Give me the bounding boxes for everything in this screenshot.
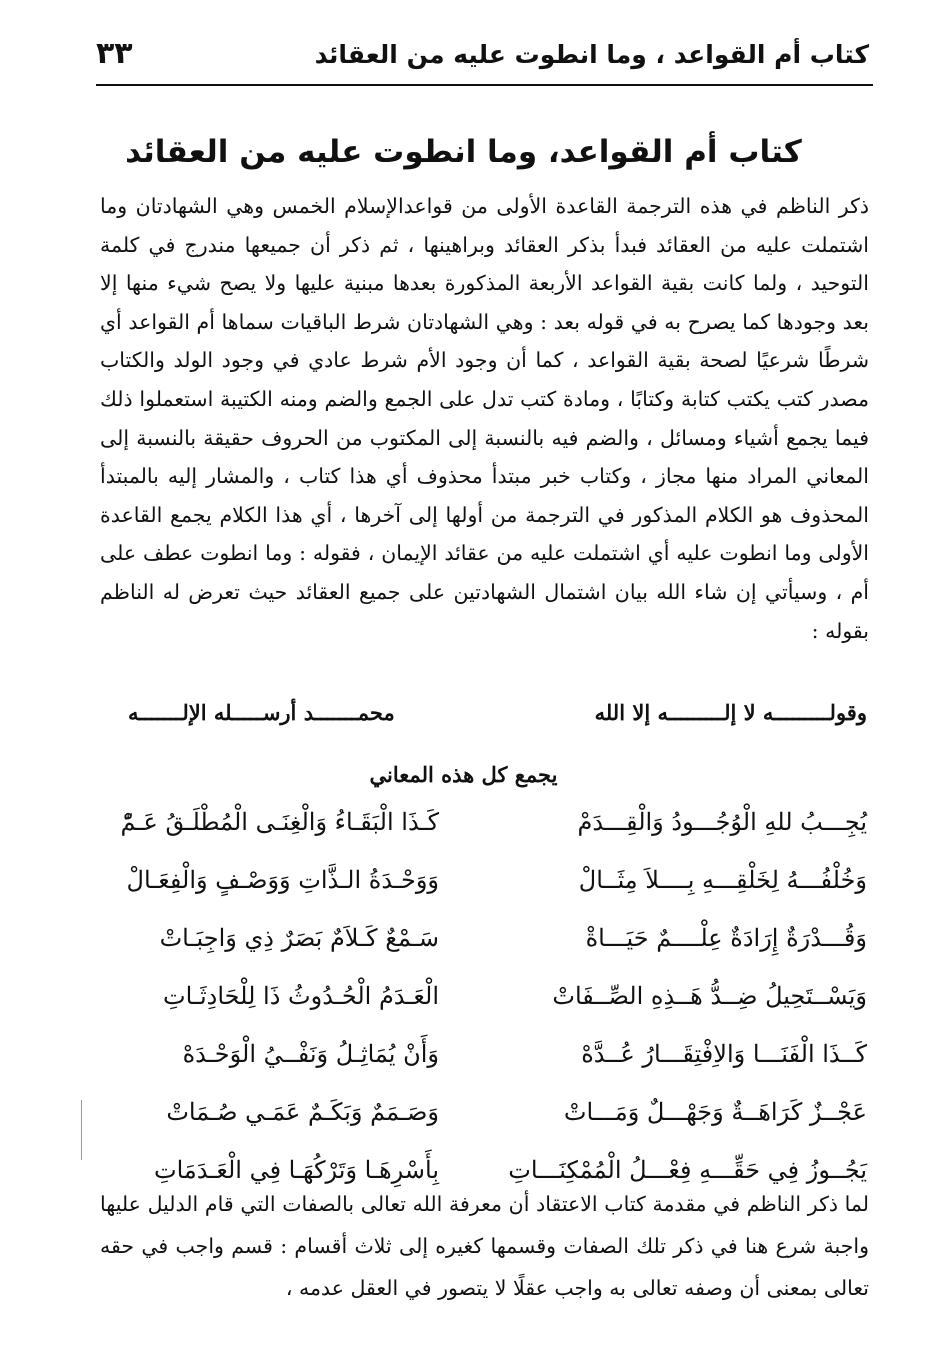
- verse-first-hemistich: كَــذَا الْفَنَـــا وَالاِفْتِقَـــارُ عُــدَّهْ: [581, 1040, 867, 1068]
- poem-verse: [120, 1032, 867, 1090]
- verse-first-hemistich: وَقُـــدْرَةٌ إِرَادَةٌ عِلْــــمٌ حَيَـــاةْ: [585, 924, 867, 952]
- commentary-paragraph: ذكر الناظم في هذه الترجمة القاعدة الأولى من قواعدالإسلام الخمس وهي الشهادتان وما اشتملت عليه من العقائد فبدأ بذكر العقائد وبراهينها ، ثم ذكر أن جميعها مندرج في كلمة التوحيد ، ولما كانت بقية القواعد الأربعة المذكورة بعدها مبنية عليها ولا يصح شيء منها إلا بعد وجودها كما يصرح به في قوله بعد : وهي الشهادتان شرط الباقيات سماها أم القواعد أي شرطًا شرعيًا لصحة بقية القواعد ، كما أن وجود الأم شرط عادي في وجود الولد والكتاب مصدر كتب يكتب كتابة وكتابًا ، ومادة كتب تدل على الجمع والضم ومنه الكتيبة استعملوا ذلك فيما يجمع أشياء ومسائل ، والضم فيه بالنسبة إلى المكتوب من الحروف حقيقة بالنسبة إلى المعاني المراد منها مجاز ، وكتاب خبر مبتدأ محذوف أي هذا كتاب ، والمشار إليه بالمبتدأ المحذوف هو الكلام المذكور في الترجمة من أولها إلى آخرها ، أي هذا الكلام يجمع القاعدة الأولى وما انطوت عليه أي اشتملت عليه من عقائد الإيمان ، فقوله : وما انطوت عطف على أم ، وسيأتي إن شاء الله بيان اشتمال الشهادتين على جميع العقائد حيث تعرض له الناظم بقوله :: [100, 194, 869, 643]
- running-header: [96, 36, 873, 86]
- verse-first-hemistich: عَجْــزٌ كَرَاهَــةٌ وَجَهْـــلٌ وَمَـــاتْ: [563, 1098, 867, 1126]
- verse-first-hemistich: يُجِـــبُ للهِ الْوُجُـــودُ وَالْقِـــدَمْ: [577, 808, 867, 836]
- intro-verse: [128, 696, 867, 736]
- verse-second-hemistich: سَـمْعٌ كَـلاَمٌ بَصَرٌ ذِي وَاجِبَـاتْ: [159, 924, 439, 952]
- chapter-title: كتاب أم القواعد، وما انطوت عليه من العقائد: [125, 134, 802, 170]
- verse-second-hemistich: بِأَسْرِهَـا وَتَرْكُهَـا فِي الْعَـدَمَاتِ: [154, 1156, 439, 1184]
- verse-second-hemistich: كَـذَا الْبَقَـاءُ وَالْغِنَـى الْمُطْلَـقُ عَـمّْ: [120, 808, 439, 836]
- poem: [120, 800, 867, 1206]
- intro-verse-second-hemistich: محمـــــــد أرســـــله الإلـــــــه: [128, 700, 395, 725]
- poem-verse: [120, 800, 867, 858]
- verse-second-hemistich: وَصَـمَمٌ وَبَكَـمٌ عَمَـي صُـمَاتْ: [166, 1098, 439, 1126]
- verse-second-hemistich: وَأَنْ يُمَاثِـلُ وَنَفْــيُ الْوَحْـدَهْ: [182, 1040, 439, 1068]
- poem-verse: [120, 1090, 867, 1148]
- commentary-paragraph: لما ذكر الناظم في مقدمة كتاب الاعتقاد أن معرفة الله تعالى بالصفات التي قام الدليل عليها واجبة شرع هنا في ذكر تلك الصفات وقسمها كغيره إلى ثلاث أقسام : قسم واجب في حقه تعالى بمعنى أن وصفه تعالى به واجب عقلًا لا يتصور في العقل عدمه ،: [100, 1192, 869, 1300]
- poem-verse: [120, 916, 867, 974]
- intro-verse-first-hemistich: وقولـــــــــه لا إلـــــــــه إلا الله: [594, 700, 867, 725]
- verse-first-hemistich: وَيَسْــتَحِيلُ ضِــدُّ هَــذِهِ الصِّــفَاتْ: [552, 982, 867, 1010]
- intro-verse-continuation: يجمع كل هذه المعاني: [369, 762, 558, 787]
- verse-second-hemistich: الْعَـدَمُ الْحُـدُوثُ ذَا لِلْحَادِثَـاتِ: [163, 982, 439, 1010]
- verse-first-hemistich: يَجُــوزُ فِي حَقِّـــهِ فِعْـــلُ الْمُمْكِنَـــاتِ: [508, 1156, 867, 1184]
- poem-verse: [120, 974, 867, 1032]
- poem-verse: [120, 858, 867, 916]
- page-number: ٣٣: [96, 36, 133, 71]
- scan-margin-mark: [81, 1100, 82, 1160]
- verse-first-hemistich: وَخُلْفُـــهُ لِخَلْقِـــهِ بِــــلاَ مِثَــالْ: [578, 866, 867, 894]
- verse-second-hemistich: وَوَحْـدَةُ الـذَّاتِ وَوَصْـفٍ وَالْفِعَـالْ: [126, 866, 439, 894]
- running-title: كتاب أم القواعد ، وما انطوت عليه من العقائد: [314, 40, 869, 69]
